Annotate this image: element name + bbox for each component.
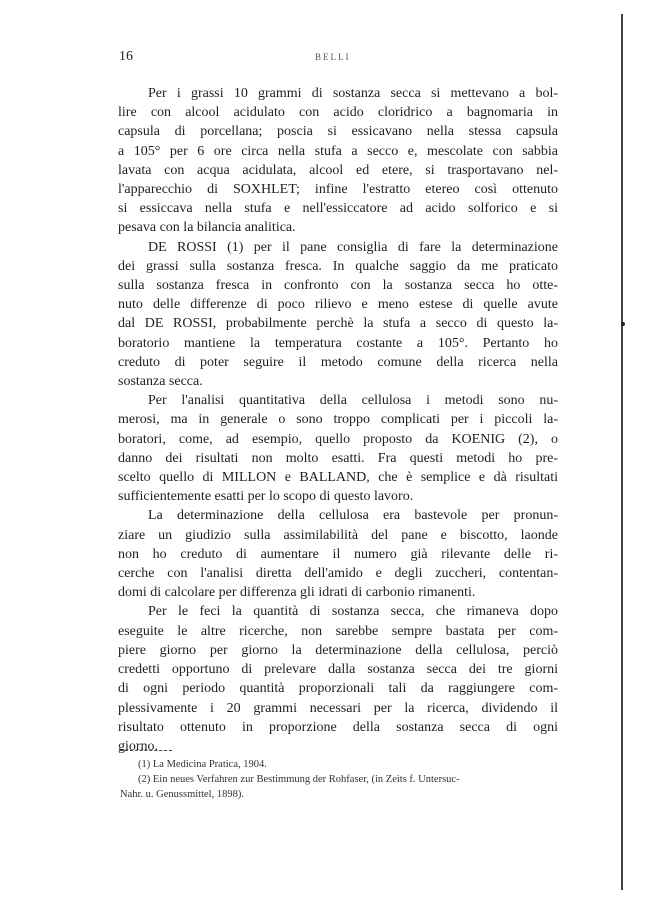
text-line: Per i grassi 10 grammi di sostanza secca si mettevano a bol- [148, 86, 558, 101]
text-line: pesava con la bilancia analitica. [118, 220, 296, 236]
text-line: l'apparecchio di SOXHLET; infine l'estratto etereo così ottenuto [118, 182, 558, 198]
text-line: lavata con acqua acidulata, alcool ed etere, si trasportavano nel- [118, 162, 558, 178]
text-line: sostanza secca. [118, 374, 203, 390]
text-line: si essiccava nella stufa e nell'essiccatore ad acido solforico e si [118, 201, 558, 217]
footnotes [120, 757, 560, 802]
text-line: sufficientemente esatti per lo scopo di questo lavoro. [118, 489, 414, 505]
footnote-1: (1) La Medicina Pratica, 1904. [138, 759, 267, 770]
text-line: scelto quello di MILLON e BALLAND, che è semplice e dà risultati [118, 470, 558, 486]
footnote-separator [120, 750, 172, 751]
text-line: plessivamente i 20 grammi necessari per la ricerca, dividendo il [118, 700, 558, 716]
text-line: giorno. [118, 738, 159, 754]
text-line: dei grassi sulla sostanza fresca. In qualche saggio da me praticato [118, 258, 558, 274]
text-line: dal DE ROSSI, probabilmente perchè la stufa a secco di questo la- [118, 316, 558, 332]
text-line: ziare un giudizio sulla assimilabilità del pane e biscotto, laonde [118, 527, 558, 543]
text-line: domi di calcolare per differenza gli idrati di carbonio rimanenti. [118, 585, 476, 601]
body-text [118, 84, 558, 756]
page-edge-line [621, 14, 623, 890]
text-line: boratorio mantiene la temperatura costante a 105°. Pertanto ho [118, 335, 558, 351]
text-line: nuto delle differenze di poco rilievo e meno estese di quelle avute [118, 297, 558, 313]
footnote-2: (2) Ein neues Verfahren zur Bestimmung der Rohfaser, (in Zeits f. Untersuc- [138, 774, 460, 785]
text-line: a 105° per 6 ore circa nella stufa a secco e, mescolate con sabbia [118, 143, 558, 159]
text-line: DE ROSSI (1) per il pane consiglia di fare la determinazione [148, 239, 558, 255]
text-line: credetti opportuno di prelevare dalla sostanza secca dei tre giorni [118, 662, 558, 678]
text-line: lire con alcool acidulato con acido cloridrico a bagnomaria in [118, 105, 558, 121]
text-line: creduto di poter seguire il metodo comune della ricerca nella [118, 354, 558, 370]
text-line: eseguite le altre ricerche, non sarebbe sempre bastata per com- [118, 623, 558, 639]
text-line: sulla sostanza fresca in confronto con la sostanza secca ho otte- [118, 278, 558, 294]
text-line: cerche con l'analisi diretta dell'amido e degli zuccheri, contentan- [118, 566, 558, 582]
page-number: 16 [119, 49, 133, 64]
margin-mark [621, 322, 625, 326]
text-line: merosi, ma in generale o sono troppo complicati per i piccoli la- [118, 412, 558, 428]
text-line: Per le feci la quantità di sostanza secca, che rimaneva dopo [148, 604, 558, 620]
text-line: piere giorno per giorno la determinazione della cellulosa, perciò [118, 642, 558, 658]
text-line: danno dei risultati non molto esatti. Fra questi metodi ho pre- [118, 450, 558, 466]
text-line: La determinazione della cellulosa era bastevole per pronun- [148, 508, 558, 524]
text-line: capsula di porcellana; poscia si essicavano nella stessa capsula [118, 124, 558, 140]
text-line: boratori, come, ad esempio, quello proposto da KOENIG (2), o [118, 431, 558, 447]
running-head: BELLI [315, 52, 351, 62]
text-line: Per l'analisi quantitativa della cellulosa i metodi sono nu- [148, 393, 558, 409]
text-line: non ho creduto di aumentare il numero già rilevante delle ri- [118, 546, 558, 562]
text-line: di ogni periodo quantità proporzionali tali da raggiungere com- [118, 681, 558, 697]
footnote-2-continuation: Nahr. u. Genussmittel, 1898). [120, 789, 244, 800]
text-line: risultato ottenuto in proporzione della sostanza secca di ogni [118, 719, 558, 735]
